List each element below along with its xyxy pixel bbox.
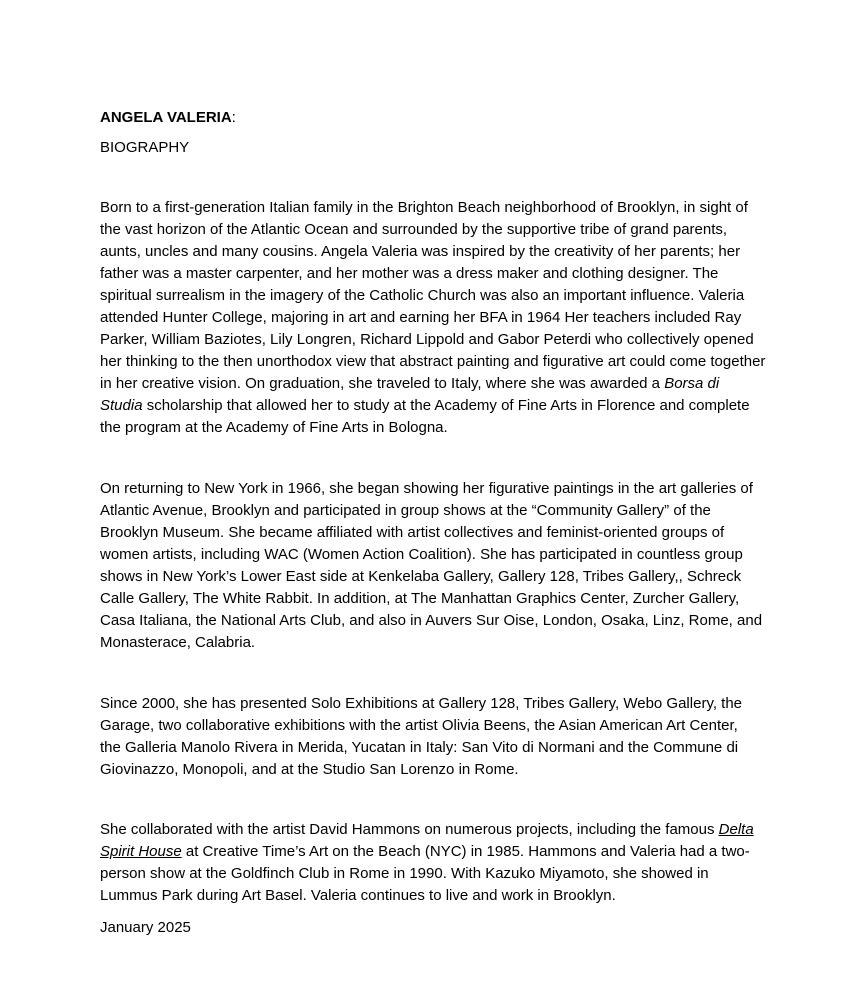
text-line: On returning to New York in 1966, she began showing her figurative paintings in the art galleries of [100, 480, 753, 497]
text-run: at Creative Time’s Art on the Beach (NYC) in 1985. Hammons and Valeria had a two- [181, 843, 750, 860]
text-line: Garage, two collaborative exhibitions with the artist Olivia Beens, the Asian American Art Center, [100, 717, 738, 734]
text-line: shows in New York’s Lower East side at Kenkelaba Gallery, Gallery 128, Tribes Gallery,, Schreck [100, 568, 742, 585]
text-line: Parker, William Baziotes, Lily Longren, Richard Lippold and Gabor Peterdi who collectively opened [100, 331, 754, 348]
underlined-italic-title: Spirit House [100, 843, 182, 860]
text-line: Giovinazzo, Monopoli, and at the Studio San Lorenzo in Rome. [100, 761, 519, 778]
underlined-italic-title: Delta [718, 821, 754, 838]
text-line: Casa Italiana, the National Arts Club, and also in Auvers Sur Oise, London, Osaka, Linz, Rome, and [100, 612, 763, 629]
text-line: aunts, uncles and many cousins. Angela Valeria was inspired by the creativity of her parents; her [100, 243, 741, 260]
text-line: the Galleria Manolo Rivera in Merida, Yucatan in Italy: San Vito di Normani and the Commune di [100, 739, 739, 756]
document-date: January 2025 [100, 919, 191, 936]
paragraph-new-york-career [100, 478, 780, 654]
text-line [100, 373, 780, 395]
text-line: women artists, including WAC (Women Action Coalition). She has participated in countless group [100, 546, 743, 563]
text-line: Lummus Park during Art Basel. Valeria continues to live and work in Brooklyn. [100, 887, 616, 904]
text-line: spiritual surrealism in the imagery of the Catholic Church was also an important influence. Valeria [100, 287, 745, 304]
text-line: person show at the Goldfinch Club in Rome in 1990. With Kazuko Miyamoto, she showed in [100, 865, 709, 882]
title-colon: : [231, 109, 236, 126]
text-line: Calle Gallery, The White Rabbit. In addition, at The Manhattan Graphics Center, Zurcher Gallery, [100, 590, 740, 607]
text-line: Atlantic Avenue, Brooklyn and participated in group shows at the “Community Gallery” of the [100, 502, 711, 519]
paragraph-solo-exhibitions [100, 693, 780, 781]
italic-text-run: Studia [100, 397, 143, 414]
text-line: Brooklyn Museum. She became affiliated with artist collectives and feminist-oriented groups of [100, 524, 725, 541]
paragraph-early-life [100, 197, 780, 439]
text-line: the program at the Academy of Fine Arts in Bologna. [100, 419, 448, 436]
text-line [100, 819, 780, 841]
italic-text-run: Borsa di [664, 375, 720, 392]
text-line: attended Hunter College, majoring in art and earning her BFA in 1964 Her teachers included Ray [100, 309, 742, 326]
text-line [100, 841, 780, 863]
text-run: She collaborated with the artist David Hammons on numerous projects, including the famous [100, 821, 719, 838]
text-line: father was a master carpenter, and her mother was a dress maker and clothing designer. The [100, 265, 719, 282]
text-line [100, 395, 780, 417]
paragraph-collaborations [100, 819, 780, 907]
text-line: the vast horizon of the Atlantic Ocean and surrounded by the supportive tribe of grand parents, [100, 221, 728, 238]
document-subtitle: BIOGRAPHY [100, 139, 190, 156]
document-title [100, 107, 780, 129]
text-line: Born to a first-generation Italian family in the Brighton Beach neighborhood of Brooklyn, in sight of [100, 199, 748, 216]
text-line: Monasterace, Calabria. [100, 634, 256, 651]
text-run: in her creative vision. On graduation, she traveled to Italy, where she was awarded a [100, 375, 665, 392]
text-line: Since 2000, she has presented Solo Exhibitions at Gallery 128, Tribes Gallery, Webo Gallery, the [100, 695, 743, 712]
artist-name: ANGELA VALERIA [100, 109, 232, 126]
text-run: scholarship that allowed her to study at the Academy of Fine Arts in Florence and complete [142, 397, 750, 414]
text-line: her thinking to the then unorthodox view that abstract painting and figurative art could come together [100, 353, 766, 370]
